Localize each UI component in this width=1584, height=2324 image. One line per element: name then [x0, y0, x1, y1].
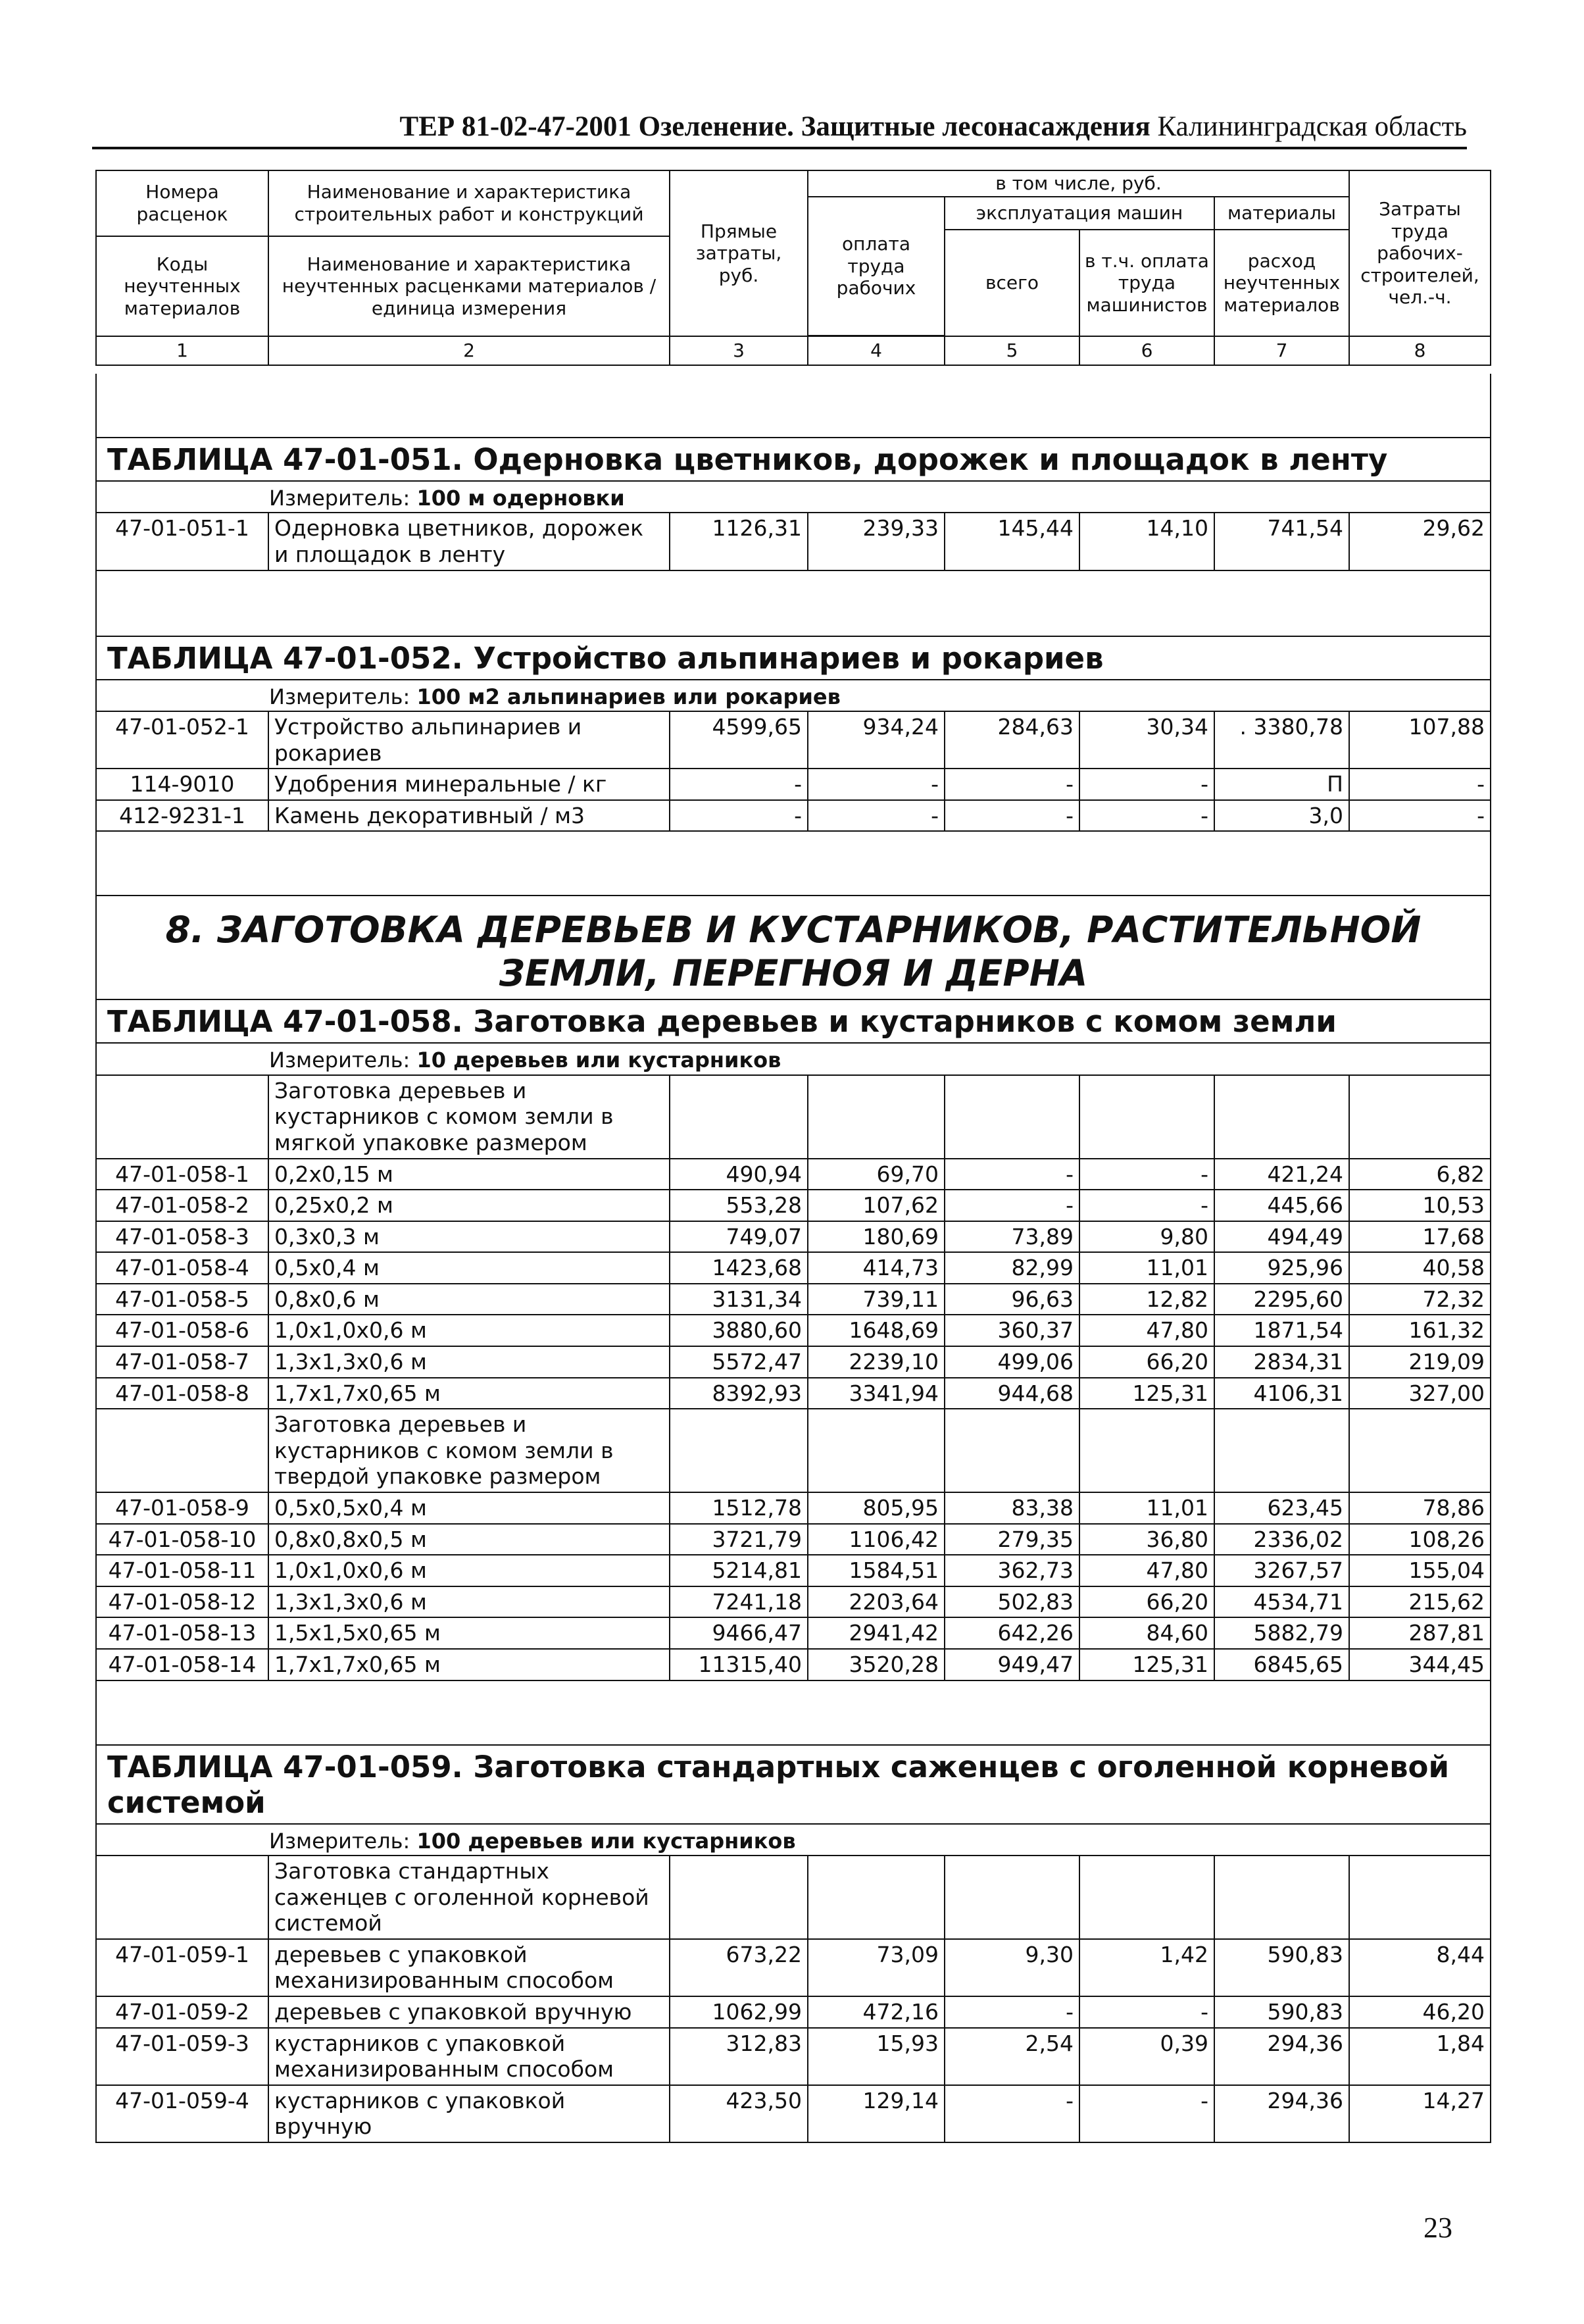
- value-c7: 2834,31: [1214, 1346, 1349, 1378]
- value-c8: 161,32: [1349, 1315, 1491, 1346]
- value-c4: 129,14: [808, 2085, 945, 2142]
- value-c5: 502,83: [945, 1586, 1079, 1618]
- value-c4: 805,95: [808, 1492, 945, 1524]
- table-cell: [1349, 1409, 1491, 1492]
- value-c7: 4106,31: [1214, 1378, 1349, 1409]
- value-c3: 4599,65: [670, 711, 808, 769]
- value-c7: 421,24: [1214, 1159, 1349, 1190]
- table-row: [96, 2085, 1491, 2142]
- value-c4: 3520,28: [808, 1649, 945, 1680]
- table-title-051: ТАБЛИЦА 47-01-051. Одерновка цветников, дорожек и площадок в ленту: [96, 438, 1491, 481]
- value-c3: 749,07: [670, 1221, 808, 1253]
- value-c8: 155,04: [1349, 1555, 1491, 1586]
- header-num: 7: [1214, 336, 1349, 365]
- rate-code: 47-01-059-4: [96, 2085, 268, 2142]
- work-name: 1,7х1,7х0,65 м: [268, 1649, 670, 1680]
- value-c5: 83,38: [945, 1492, 1079, 1524]
- value-c6: 47,80: [1079, 1315, 1214, 1346]
- table-row: [96, 1190, 1491, 1221]
- value-c4: 73,09: [808, 1939, 945, 1996]
- header-col4: оплата труда рабочих: [808, 197, 945, 336]
- header-col1-top: Номера расценок: [96, 170, 268, 236]
- header-col7: расход неучтенных материалов: [1214, 230, 1349, 336]
- value-c3: -: [670, 800, 808, 832]
- rate-code: 47-01-058-13: [96, 1617, 268, 1649]
- table-row: [96, 1492, 1491, 1524]
- value-c6: 125,31: [1079, 1649, 1214, 1680]
- value-c7: 741,54: [1214, 513, 1349, 570]
- header-group: в том числе, руб.: [808, 170, 1349, 197]
- header-num: 1: [96, 336, 268, 365]
- table-row: [96, 1649, 1491, 1680]
- group-label: Заготовка стандартных саженцев с оголенной корневой системой: [268, 1856, 670, 1939]
- value-c7: 590,83: [1214, 1939, 1349, 1996]
- value-c8: 215,62: [1349, 1586, 1491, 1618]
- value-c7: 925,96: [1214, 1252, 1349, 1284]
- value-c8: 6,82: [1349, 1159, 1491, 1190]
- value-c8: 107,88: [1349, 711, 1491, 769]
- value-c8: 344,45: [1349, 1649, 1491, 1680]
- value-c3: 553,28: [670, 1190, 808, 1221]
- table-row: [96, 1996, 1491, 2028]
- value-c7: 3,0: [1214, 800, 1349, 832]
- measure-label: Измеритель:: [269, 684, 410, 709]
- value-c8: 17,68: [1349, 1221, 1491, 1253]
- value-c8: 72,32: [1349, 1284, 1491, 1315]
- measure-label: Измеритель:: [269, 486, 410, 511]
- value-c8: 287,81: [1349, 1617, 1491, 1649]
- work-name: 0,5х0,5х0,4 м: [268, 1492, 670, 1524]
- table-gap: [96, 374, 1491, 438]
- value-c4: 107,62: [808, 1190, 945, 1221]
- rate-code: 47-01-059-2: [96, 1996, 268, 2028]
- value-c8: 8,44: [1349, 1939, 1491, 1996]
- table-row: [96, 1555, 1491, 1586]
- value-c6: 36,80: [1079, 1524, 1214, 1555]
- measure-row: [96, 1824, 1491, 1856]
- table-row: [96, 1586, 1491, 1618]
- value-c6: 0,39: [1079, 2028, 1214, 2085]
- value-c4: 472,16: [808, 1996, 945, 2028]
- value-c5: 944,68: [945, 1378, 1079, 1409]
- value-c5: 9,30: [945, 1939, 1079, 1996]
- table-title-059: ТАБЛИЦА 47-01-059. Заготовка стандартных саженцев с оголенной корневой системой: [96, 1745, 1491, 1824]
- value-c6: 84,60: [1079, 1617, 1214, 1649]
- rate-code: 47-01-058-1: [96, 1159, 268, 1190]
- value-c6: -: [1079, 800, 1214, 832]
- rate-code: 47-01-058-2: [96, 1190, 268, 1221]
- header-col6: в т.ч. оплата труда машинистов: [1079, 230, 1214, 336]
- work-name: кустарников с упаковкой механизированным способом: [268, 2028, 670, 2085]
- value-c6: -: [1079, 2085, 1214, 2142]
- table-gap: [96, 831, 1491, 896]
- table-row: [96, 1378, 1491, 1409]
- value-c7: 6845,65: [1214, 1649, 1349, 1680]
- header-col1-bottom: Коды неучтенных материалов: [96, 236, 268, 336]
- work-name: 0,3х0,3 м: [268, 1221, 670, 1253]
- value-c5: -: [945, 2085, 1079, 2142]
- table-cell: [96, 1075, 268, 1159]
- value-c4: 15,93: [808, 2028, 945, 2085]
- work-name: 1,7х1,7х0,65 м: [268, 1378, 670, 1409]
- value-c6: 11,01: [1079, 1252, 1214, 1284]
- value-c6: 47,80: [1079, 1555, 1214, 1586]
- table-row: [96, 800, 1491, 832]
- running-header: [92, 111, 1467, 149]
- table-title-row: [96, 636, 1491, 680]
- value-c5: 360,37: [945, 1315, 1079, 1346]
- rate-code: 47-01-058-14: [96, 1649, 268, 1680]
- value-c5: 949,47: [945, 1649, 1079, 1680]
- value-c8: -: [1349, 769, 1491, 800]
- value-c7: 294,36: [1214, 2085, 1349, 2142]
- header-number-row: [96, 336, 1491, 365]
- running-header-region: Калининградская область: [1157, 111, 1467, 142]
- table-title-058: ТАБЛИЦА 47-01-058. Заготовка деревьев и кустарников с комом земли: [96, 999, 1491, 1043]
- value-c3: 5572,47: [670, 1346, 808, 1378]
- work-name: Удобрения минеральные / кг: [268, 769, 670, 800]
- value-c6: 9,80: [1079, 1221, 1214, 1253]
- value-c4: 2203,64: [808, 1586, 945, 1618]
- value-c6: -: [1079, 1996, 1214, 2028]
- rate-code: 47-01-059-1: [96, 1939, 268, 1996]
- value-c5: 96,63: [945, 1284, 1079, 1315]
- value-c5: 499,06: [945, 1346, 1079, 1378]
- table-row: [96, 1939, 1491, 1996]
- value-c3: 1126,31: [670, 513, 808, 570]
- rate-code: 47-01-058-11: [96, 1555, 268, 1586]
- table-row: [96, 1284, 1491, 1315]
- table-cell: [96, 1856, 268, 1939]
- section-heading: 8. ЗАГОТОВКА ДЕРЕВЬЕВ И КУСТАРНИКОВ, РАСТИТЕЛЬНОЙ ЗЕМЛИ, ПЕРЕГНОЯ И ДЕРНА: [96, 896, 1491, 999]
- value-c8: 40,58: [1349, 1252, 1491, 1284]
- table-title-row: [96, 438, 1491, 481]
- table-gap-cell: [96, 831, 1491, 896]
- rate-code: 47-01-059-3: [96, 2028, 268, 2085]
- table-gap: [96, 1680, 1491, 1745]
- header-num: 6: [1079, 336, 1214, 365]
- value-c4: -: [808, 769, 945, 800]
- rate-code: 47-01-058-8: [96, 1378, 268, 1409]
- value-c4: 1584,51: [808, 1555, 945, 1586]
- value-c6: -: [1079, 1159, 1214, 1190]
- value-c5: 642,26: [945, 1617, 1079, 1649]
- section-row: [96, 896, 1491, 999]
- table-row: [96, 1346, 1491, 1378]
- header-col3: Прямые затраты, руб.: [670, 170, 808, 336]
- work-name: 0,8х0,6 м: [268, 1284, 670, 1315]
- header-num: 8: [1349, 336, 1491, 365]
- table-cell: [808, 1409, 945, 1492]
- table-cell: [945, 1075, 1079, 1159]
- value-c5: 82,99: [945, 1252, 1079, 1284]
- table-cell: [808, 1075, 945, 1159]
- table-cell: [945, 1856, 1079, 1939]
- table-row: [96, 513, 1491, 570]
- rate-code: 47-01-058-4: [96, 1252, 268, 1284]
- header-col2-top: Наименование и характеристика строительных работ и конструкций: [268, 170, 670, 236]
- table-cell: [96, 1409, 268, 1492]
- table-cell: [1079, 1409, 1214, 1492]
- value-c7: 445,66: [1214, 1190, 1349, 1221]
- value-c7: 4534,71: [1214, 1586, 1349, 1618]
- value-c6: -: [1079, 1190, 1214, 1221]
- work-name: Камень декоративный / м3: [268, 800, 670, 832]
- value-c8: -: [1349, 800, 1491, 832]
- value-c3: 423,50: [670, 2085, 808, 2142]
- rate-code: 412-9231-1: [96, 800, 268, 832]
- value-c8: 1,84: [1349, 2028, 1491, 2085]
- table-row: [96, 1252, 1491, 1284]
- value-c5: -: [945, 769, 1079, 800]
- value-c6: 30,34: [1079, 711, 1214, 769]
- group-row: [96, 1856, 1491, 1939]
- table-cell: [1214, 1856, 1349, 1939]
- value-c8: 219,09: [1349, 1346, 1491, 1378]
- value-c6: 66,20: [1079, 1346, 1214, 1378]
- table-cell: [1214, 1409, 1349, 1492]
- value-c6: 14,10: [1079, 513, 1214, 570]
- rate-code: 47-01-058-6: [96, 1315, 268, 1346]
- rate-code: 47-01-052-1: [96, 711, 268, 769]
- value-c8: 327,00: [1349, 1378, 1491, 1409]
- value-c3: 1062,99: [670, 1996, 808, 2028]
- page-number: 23: [1423, 2211, 1452, 2244]
- work-name: 1,3х1,3х0,6 м: [268, 1586, 670, 1618]
- table-row: [96, 1221, 1491, 1253]
- value-c3: 673,22: [670, 1939, 808, 1996]
- value-c5: 362,73: [945, 1555, 1079, 1586]
- value-c7: 1871,54: [1214, 1315, 1349, 1346]
- header-num: 4: [808, 336, 945, 365]
- work-name: 1,0х1,0х0,6 м: [268, 1555, 670, 1586]
- measure-unit-value: 10 деревьев или кустарников: [416, 1048, 781, 1073]
- measure-unit: [96, 1043, 1491, 1074]
- value-c5: 284,63: [945, 711, 1079, 769]
- value-c4: 2941,42: [808, 1617, 945, 1649]
- value-c3: 3880,60: [670, 1315, 808, 1346]
- work-name: деревьев с упаковкой вручную: [268, 1996, 670, 2028]
- value-c5: -: [945, 1159, 1079, 1190]
- value-c8: 14,27: [1349, 2085, 1491, 2142]
- group-label: Заготовка деревьев и кустарников с комом земли в твердой упаковке размером: [268, 1409, 670, 1492]
- rate-code: 47-01-058-7: [96, 1346, 268, 1378]
- header-num: 5: [945, 336, 1079, 365]
- value-c4: 3341,94: [808, 1378, 945, 1409]
- value-c7: 2295,60: [1214, 1284, 1349, 1315]
- table-cell: [945, 1409, 1079, 1492]
- value-c4: 1106,42: [808, 1524, 945, 1555]
- table-cell: [670, 1856, 808, 1939]
- table-gap-cell: [96, 374, 1491, 438]
- header-num: 3: [670, 336, 808, 365]
- value-c7: П: [1214, 769, 1349, 800]
- work-name: 1,3х1,3х0,6 м: [268, 1346, 670, 1378]
- value-c3: 9466,47: [670, 1617, 808, 1649]
- table-title-052: ТАБЛИЦА 47-01-052. Устройство альпинариев и рокариев: [96, 636, 1491, 680]
- table-row: [96, 711, 1491, 769]
- value-c5: -: [945, 1996, 1079, 2028]
- value-c7: 294,36: [1214, 2028, 1349, 2085]
- value-c6: 66,20: [1079, 1586, 1214, 1618]
- value-c4: 69,70: [808, 1159, 945, 1190]
- value-c4: 934,24: [808, 711, 945, 769]
- rate-code: 47-01-058-10: [96, 1524, 268, 1555]
- value-c7: . 3380,78: [1214, 711, 1349, 769]
- table-cell: [808, 1856, 945, 1939]
- measure-unit-value: 100 деревьев или кустарников: [416, 1828, 796, 1854]
- table-title-row: [96, 1745, 1491, 1824]
- measure-unit-value: 100 м2 альпинариев или рокариев: [416, 684, 841, 709]
- work-name: 0,8х0,8х0,5 м: [268, 1524, 670, 1555]
- measure-row: [96, 1043, 1491, 1074]
- table-cell: [670, 1075, 808, 1159]
- value-c3: 490,94: [670, 1159, 808, 1190]
- value-c5: 145,44: [945, 513, 1079, 570]
- table-title-row: [96, 999, 1491, 1043]
- work-name: Устройство альпинариев и рокариев: [268, 711, 670, 769]
- measure-unit-value: 100 м одерновки: [416, 486, 625, 511]
- value-c3: 3721,79: [670, 1524, 808, 1555]
- group-row: [96, 1409, 1491, 1492]
- value-c7: 5882,79: [1214, 1617, 1349, 1649]
- value-c6: 1,42: [1079, 1939, 1214, 1996]
- value-c3: 8392,93: [670, 1378, 808, 1409]
- value-c4: 414,73: [808, 1252, 945, 1284]
- value-c7: 623,45: [1214, 1492, 1349, 1524]
- value-c3: 7241,18: [670, 1586, 808, 1618]
- header-machines: эксплуатация машин: [945, 197, 1214, 230]
- group-row: [96, 1075, 1491, 1159]
- column-header-table: [95, 170, 1491, 366]
- table-cell: [1349, 1075, 1491, 1159]
- value-c4: 239,33: [808, 513, 945, 570]
- work-name: 1,5х1,5х0,65 м: [268, 1617, 670, 1649]
- value-c4: 739,11: [808, 1284, 945, 1315]
- value-c8: 10,53: [1349, 1190, 1491, 1221]
- value-c3: 1423,68: [670, 1252, 808, 1284]
- table-row: [96, 1617, 1491, 1649]
- value-c8: 29,62: [1349, 513, 1491, 570]
- header-col5: всего: [945, 230, 1079, 336]
- value-c8: 78,86: [1349, 1492, 1491, 1524]
- value-c6: 12,82: [1079, 1284, 1214, 1315]
- value-c4: 1648,69: [808, 1315, 945, 1346]
- table-cell: [1079, 1075, 1214, 1159]
- rate-code: 47-01-058-3: [96, 1221, 268, 1253]
- value-c3: 3131,34: [670, 1284, 808, 1315]
- measure-row: [96, 680, 1491, 711]
- work-name: деревьев с упаковкой механизированным способом: [268, 1939, 670, 1996]
- value-c6: -: [1079, 769, 1214, 800]
- rate-code: 114-9010: [96, 769, 268, 800]
- value-c6: 125,31: [1079, 1378, 1214, 1409]
- value-c8: 108,26: [1349, 1524, 1491, 1555]
- work-name: 0,2х0,15 м: [268, 1159, 670, 1190]
- value-c7: 590,83: [1214, 1996, 1349, 2028]
- rate-code: 47-01-058-12: [96, 1586, 268, 1618]
- rate-code: 47-01-051-1: [96, 513, 268, 570]
- value-c5: -: [945, 800, 1079, 832]
- table-cell: [670, 1409, 808, 1492]
- work-name: Одерновка цветников, дорожек и площадок в ленту: [268, 513, 670, 570]
- value-c3: -: [670, 769, 808, 800]
- work-name: 0,25х0,2 м: [268, 1190, 670, 1221]
- value-c5: -: [945, 1190, 1079, 1221]
- work-name: 1,0х1,0х0,6 м: [268, 1315, 670, 1346]
- measure-unit: [96, 481, 1491, 513]
- table-row: [96, 1315, 1491, 1346]
- value-c8: 46,20: [1349, 1996, 1491, 2028]
- value-c7: 3267,57: [1214, 1555, 1349, 1586]
- value-c4: 180,69: [808, 1221, 945, 1253]
- work-name: 0,5х0,4 м: [268, 1252, 670, 1284]
- measure-label: Измеритель:: [269, 1828, 410, 1854]
- running-header-bold: ТЕР 81-02-47-2001 Озеленение. Защитные лесонасаждения: [399, 111, 1151, 142]
- table-cell: [1214, 1075, 1349, 1159]
- header-col8: Затраты труда рабочих-строителей, чел.-ч.: [1349, 170, 1491, 336]
- rate-code: 47-01-058-5: [96, 1284, 268, 1315]
- header-materials: материалы: [1214, 197, 1349, 230]
- table-row: [96, 769, 1491, 800]
- table-row: [96, 1524, 1491, 1555]
- measure-unit: [96, 1824, 1491, 1856]
- table-cell: [1079, 1856, 1214, 1939]
- work-name: кустарников с упаковкой вручную: [268, 2085, 670, 2142]
- table-gap-cell: [96, 570, 1491, 636]
- table-row: [96, 1159, 1491, 1190]
- measure-unit: [96, 680, 1491, 711]
- group-label: Заготовка деревьев и кустарников с комом земли в мягкой упаковке размером: [268, 1075, 670, 1159]
- price-table: [95, 374, 1491, 2143]
- value-c5: 73,89: [945, 1221, 1079, 1253]
- value-c3: 5214,81: [670, 1555, 808, 1586]
- value-c5: 279,35: [945, 1524, 1079, 1555]
- table-gap: [96, 570, 1491, 636]
- value-c3: 312,83: [670, 2028, 808, 2085]
- measure-row: [96, 481, 1491, 513]
- value-c3: 11315,40: [670, 1649, 808, 1680]
- table-gap-cell: [96, 1680, 1491, 1745]
- measure-label: Измеритель:: [269, 1048, 410, 1073]
- value-c4: -: [808, 800, 945, 832]
- header-col2-bottom: Наименование и характеристика неучтенных расценками материалов / единица измерения: [268, 236, 670, 336]
- table-cell: [1349, 1856, 1491, 1939]
- value-c6: 11,01: [1079, 1492, 1214, 1524]
- table-row: [96, 2028, 1491, 2085]
- value-c5: 2,54: [945, 2028, 1079, 2085]
- value-c7: 2336,02: [1214, 1524, 1349, 1555]
- value-c3: 1512,78: [670, 1492, 808, 1524]
- rate-code: 47-01-058-9: [96, 1492, 268, 1524]
- header-num: 2: [268, 336, 670, 365]
- value-c4: 2239,10: [808, 1346, 945, 1378]
- value-c7: 494,49: [1214, 1221, 1349, 1253]
